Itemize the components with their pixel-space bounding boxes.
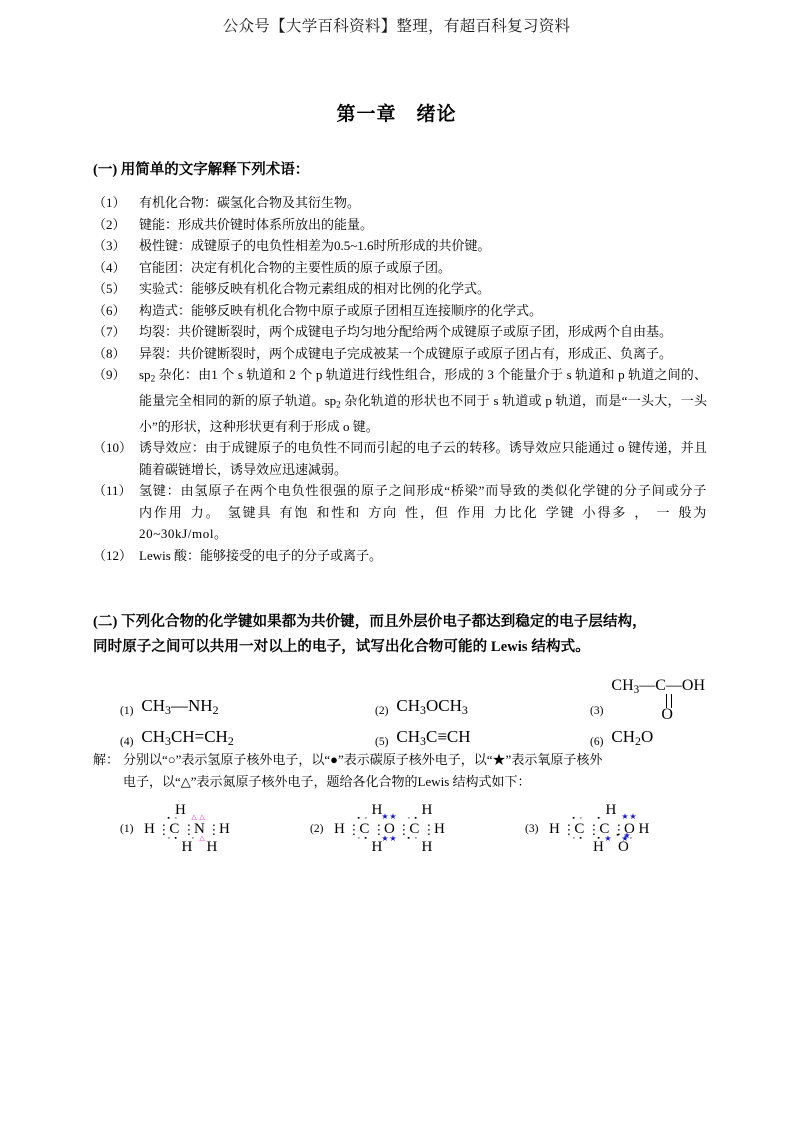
- hydrogen-electron-icon: [167, 835, 169, 842]
- list-item: [93, 437, 707, 480]
- oxygen-electron-icon: [629, 813, 636, 821]
- term-text: 实验式：能够反映有机化合物元素组成的相对比例的化学式。: [139, 281, 491, 296]
- term-number: （1）: [93, 195, 126, 210]
- section-two-heading-line2: 同时原子之间可以共用一对以上的电子，试写出化合物可能的 Lewis 结构式。: [93, 639, 590, 655]
- lewis-structure-2: [310, 802, 525, 856]
- oxygen-electron-icon: [623, 832, 630, 840]
- acetic-acid-chain: $CH_3—C—OH$: [611, 677, 706, 696]
- lewis-label: (3): [525, 823, 539, 835]
- term-text: 均裂：共价键断裂时，两个成键电子均匀地分配给两个成键原子或原子团，形成两个自由基。: [139, 324, 673, 339]
- atom-h: H: [206, 839, 218, 855]
- term-text: 极性键：成键原子的电负性相差为0.5~1.6时所形成的共价键。: [139, 238, 491, 253]
- carbon-electron-icon: [579, 835, 581, 842]
- lewis-middle-row: [141, 819, 232, 839]
- list-item: [93, 214, 707, 236]
- list-item: [93, 192, 707, 214]
- bond-pair-icon: ⋮: [587, 821, 601, 837]
- section-two-heading: [93, 610, 707, 660]
- term-number: （9）: [93, 367, 126, 382]
- section-one-heading: (一) 用简单的文字解释下列术语：: [93, 162, 310, 178]
- carbon-electron-icon: [414, 815, 416, 822]
- section-two-heading-line1: (二) 下列化合物的化学键如果都为共价键，而且外层价电子都达到稳定的电子层结构，: [93, 614, 647, 630]
- hydrogen-electron-icon: [579, 815, 581, 822]
- lewis-label: (2): [310, 823, 324, 835]
- carbon-electron-icon: [597, 815, 599, 822]
- solution-text-line2-wrap: [93, 771, 707, 793]
- bond-pair-icon: ⋮: [562, 821, 576, 837]
- list-item: [93, 300, 707, 322]
- oxygen-electron-icon: [389, 813, 396, 821]
- atom-o-carbonyl: O ▪ ★: [615, 840, 631, 855]
- bond-pair-icon: ⋮: [347, 821, 361, 837]
- formula-body: $CH_3CH=CH_2$: [141, 727, 234, 748]
- term-text: 异裂：共价键断裂时，两个成键电子完成被某一个成键原子或原子团占有，形成正、负离子。: [139, 345, 673, 361]
- lewis-middle-row: [331, 819, 447, 839]
- nitrogen-electron-icon: [191, 814, 196, 821]
- term-number: （8）: [93, 345, 126, 361]
- atom-o: O ★ ★ ★ ★: [381, 822, 397, 837]
- formula-label: (5): [375, 736, 389, 748]
- term-number: （5）: [93, 281, 126, 296]
- formula-item-4: [120, 727, 375, 749]
- hydrogen-electron-icon: [572, 835, 574, 842]
- list-item: [93, 343, 707, 365]
- term-list: [93, 192, 707, 566]
- bond-pair-icon: ⋮: [422, 821, 436, 837]
- formula-body: $CH_3OCH_3$: [396, 696, 468, 717]
- lewis-bottom-row: [141, 839, 232, 856]
- term-number: （2）: [93, 216, 126, 232]
- carbon-electron-icon: [616, 832, 618, 839]
- atom-h: H: [549, 820, 560, 837]
- carbon-electron-icon: [364, 835, 366, 842]
- term-number: （10）: [93, 440, 133, 456]
- list-item: [93, 545, 707, 567]
- atom-c: C ▪ ◦ ◦ ▪: [356, 822, 372, 837]
- lewis-bottom-row: [546, 839, 650, 856]
- lewis-diagram-dimethyl-ether: [331, 802, 447, 856]
- atom-c: C ▪ ★ ▪: [596, 822, 612, 837]
- term-text: 氢键：由氢原子在两个电负性很强的原子之间形成“桥梁”而导致的类似化学键的分子间或分子 内作用 力。 氢键具 有饱 和性和 方向 性，但 作用 力比化 学键 小得多 ， 一 般为20~30kJ/mol。: [139, 483, 707, 542]
- oxygen-electron-icon: [381, 813, 388, 821]
- atom-h: H: [334, 820, 345, 837]
- lewis-middle-row: [546, 819, 650, 839]
- bond-pair-icon: ⋮: [207, 821, 221, 837]
- solution-tag: 解：: [93, 752, 120, 767]
- term-number: （11）: [93, 483, 132, 499]
- atom-h: H: [175, 802, 186, 818]
- lewis-structure-3: [525, 802, 650, 856]
- lewis-diagram-acetic-acid: [546, 802, 650, 856]
- term-number: （3）: [93, 238, 126, 253]
- carbon-electron-icon: [357, 815, 359, 822]
- nitrogen-electron-icon: [199, 814, 204, 821]
- lewis-top-row: [141, 802, 232, 819]
- atom-c: C ▪ ◦ ◦ ▪: [166, 822, 182, 837]
- term-text: 有机化合物：碳氢化合物及其衍生物。: [139, 195, 361, 210]
- hydrogen-electron-icon: [174, 815, 176, 822]
- atom-c: C ◦ ▪ ▪ ◦: [406, 822, 422, 837]
- term-text: 键能：形成共价键时体系所放出的能量。: [139, 216, 374, 232]
- atom-h: H: [421, 802, 433, 818]
- list-item: [93, 480, 707, 545]
- formula-label: (4): [120, 736, 134, 748]
- lewis-structure-1: [120, 802, 310, 856]
- atom-n: N △ △ ◦ △: [191, 822, 207, 837]
- bond-pair-icon: ⋮: [157, 821, 171, 837]
- hydrogen-electron-icon: [364, 815, 366, 822]
- formula-item-2: [375, 696, 590, 718]
- term-number: （4）: [93, 259, 126, 275]
- term-text: $sp_2$ 杂化：由1 个 s 轨道和 2 个 p 轨道进行线性组合，形成的 3 个能量介于 s 轨道和 p 轨道之间的、能量完全相同的新的原子轨道。$sp_2$ 杂化轨道的形状也不同于 s 轨道或 p 轨道，而是“一头大，一头小”的形状，这种形状更有利于形成 o 键。: [139, 367, 707, 434]
- carbon-electron-icon: [407, 835, 409, 842]
- atom-c: C ▪ ◦ ◦ ▪: [571, 822, 587, 837]
- list-item: [93, 278, 707, 300]
- atom-h: H: [371, 802, 383, 818]
- term-number: （12）: [93, 547, 133, 563]
- list-item: [93, 235, 707, 257]
- carbon-electron-icon: [174, 835, 176, 842]
- formula-item-1: [120, 696, 375, 718]
- carbonyl-oxygen: O: [661, 706, 673, 723]
- oxygen-electron-icon: [389, 835, 396, 843]
- formula-row-one: [120, 666, 720, 723]
- bond-pair-icon: ⋮: [397, 821, 411, 837]
- list-item: [93, 364, 707, 437]
- solution-block: [93, 749, 707, 792]
- formula-label: (3): [590, 705, 604, 717]
- term-text: 构造式：能够反映有机化合物中原子或原子团相互连接顺序的化学式。: [139, 302, 543, 318]
- formula-body-acetic-acid: [611, 677, 706, 723]
- solution-text-line1: 分别以“○”表示氢原子核外电子，以“●”表示碳原子核外电子，以“★”表示氧原子核外: [123, 752, 603, 767]
- lewis-structure-row: [120, 802, 740, 856]
- hydrogen-electron-icon: [407, 815, 409, 822]
- lewis-label: (1): [120, 823, 134, 835]
- formula-body: $CH_3C\equiv CH$: [396, 727, 471, 748]
- atom-h: H: [219, 820, 230, 837]
- carbon-electron-icon: [167, 815, 169, 822]
- term-number: （6）: [93, 302, 126, 318]
- formula-label: (2): [375, 705, 389, 717]
- atom-h: H: [181, 839, 193, 855]
- carbon-electron-icon: [572, 815, 574, 822]
- page-watermark: 公众号【大学百科资料】整理，有超百科复习资料: [222, 18, 571, 35]
- atom-h: H: [434, 820, 445, 837]
- atom-o: O ★ ★ ★ ◦: [621, 822, 637, 837]
- term-text: Lewis 酸：能够接受的电子的分子或离子。: [139, 547, 383, 563]
- atom-h: H: [371, 839, 383, 855]
- solution-line-one: [93, 749, 707, 771]
- list-item: [93, 321, 707, 343]
- formula-label: (6): [590, 736, 604, 748]
- term-text: 诱导效应：由于成键原子的电负性不同而引起的电子云的转移。诱导效应只能通过 o 键传递，并且随着碳链增长，诱导效应迅速减弱。: [139, 440, 707, 477]
- formula-item-6: [590, 727, 653, 749]
- list-item: [93, 257, 707, 279]
- formula-row-two: [120, 719, 720, 749]
- atom-h: H: [638, 820, 650, 837]
- formula-body: $CH_2O$: [611, 727, 654, 748]
- atom-h: H: [593, 839, 604, 855]
- hydrogen-electron-icon: [357, 835, 359, 842]
- atom-h: H: [421, 839, 433, 855]
- atom-h: H: [144, 820, 155, 837]
- page-title: 第一章 绪论: [336, 104, 457, 125]
- formula-label: (1): [120, 705, 134, 717]
- solution-text-line2: 电子，以“△”表示氮原子核外电子，题给各化合物的Lewis 结构式如下：: [123, 773, 531, 789]
- bond-pair-icon: ⋮: [182, 821, 196, 837]
- lewis-diagram-methylamine: [141, 802, 232, 856]
- hydrogen-electron-icon: [414, 835, 416, 842]
- term-text: 官能团：决定有机化合物的主要性质的原子或原子团。: [139, 259, 452, 275]
- atom-h: H: [605, 802, 617, 818]
- oxygen-electron-icon: [621, 813, 628, 821]
- formula-item-5: [375, 727, 590, 749]
- bond-pair-icon: ⋮: [372, 821, 386, 837]
- bond-pair-icon: ⋮: [612, 821, 626, 837]
- term-number: （7）: [93, 324, 126, 339]
- formula-body: $CH_3—NH_2$: [141, 696, 219, 717]
- formula-item-3: [590, 677, 706, 723]
